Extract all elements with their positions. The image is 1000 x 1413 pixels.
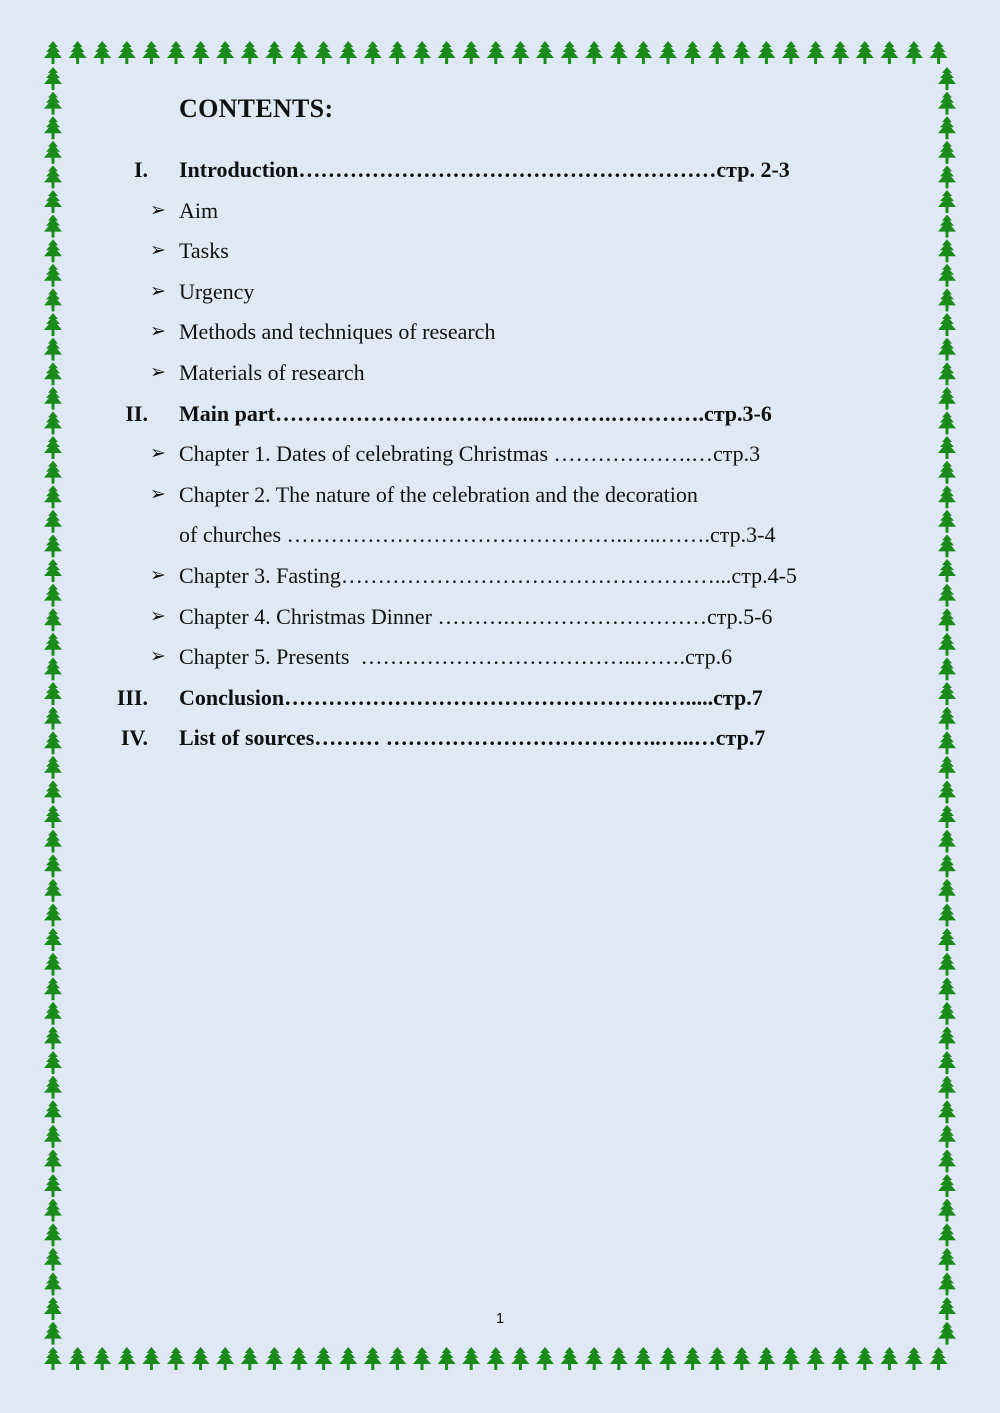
section-numeral-2: II. [125, 401, 148, 426]
intro-item-urgency: Urgency [179, 279, 255, 304]
main-item-chapter-3: Chapter 3. Fasting……………………………………………...стр.4-5 [179, 563, 797, 588]
bullet-arrow-icon: ➢ [150, 321, 166, 342]
bullet-arrow-icon: ➢ [150, 200, 166, 221]
section-introduction: Introduction…………………………………………………стр. 2-3 [179, 157, 790, 182]
bullet-arrow-icon: ➢ [150, 646, 166, 667]
intro-item-aim: Aim [179, 198, 219, 223]
bullet-arrow-icon: ➢ [150, 443, 166, 464]
main-item-chapter-1: Chapter 1. Dates of celebrating Christmas ……………….…стр.3 [179, 441, 761, 466]
main-item-chapter-4: Chapter 4. Christmas Dinner ……….………………………стр.5-6 [179, 604, 773, 629]
bullet-arrow-icon: ➢ [150, 281, 166, 302]
bullet-arrow-icon: ➢ [150, 606, 166, 627]
section-numeral-3: III. [116, 685, 148, 710]
section-conclusion: Conclusion…………………………………………….….....стр.7 [179, 685, 763, 710]
bullet-arrow-icon: ➢ [150, 362, 166, 383]
intro-item-materials: Materials of research [179, 360, 365, 385]
contents-title: CONTENTS: [179, 94, 334, 123]
intro-item-methods: Methods and techniques of research [179, 319, 496, 344]
bullet-arrow-icon: ➢ [150, 240, 166, 261]
bullet-arrow-icon: ➢ [150, 565, 166, 586]
section-main-part: Main part……………………………....……….………….стр.3-6 [179, 401, 772, 426]
intro-item-tasks: Tasks [179, 238, 229, 263]
section-list-of-sources: List of sources……… ………………………………..…..…стр.7 [179, 725, 766, 750]
section-numeral-4: IV. [120, 725, 148, 750]
page-number: 1 [495, 1310, 505, 1327]
main-item-chapter-5: Chapter 5. Presents ………………………………..…….стр.6 [179, 644, 733, 669]
section-numeral-1: I. [133, 157, 148, 182]
bullet-arrow-icon: ➢ [150, 484, 166, 505]
main-item-chapter-2: Chapter 2. The nature of the celebration and the decoration [179, 482, 698, 507]
main-item-chapter-2-continuation: of churches ………………………………………..…..…….стр.3-4 [179, 522, 776, 547]
